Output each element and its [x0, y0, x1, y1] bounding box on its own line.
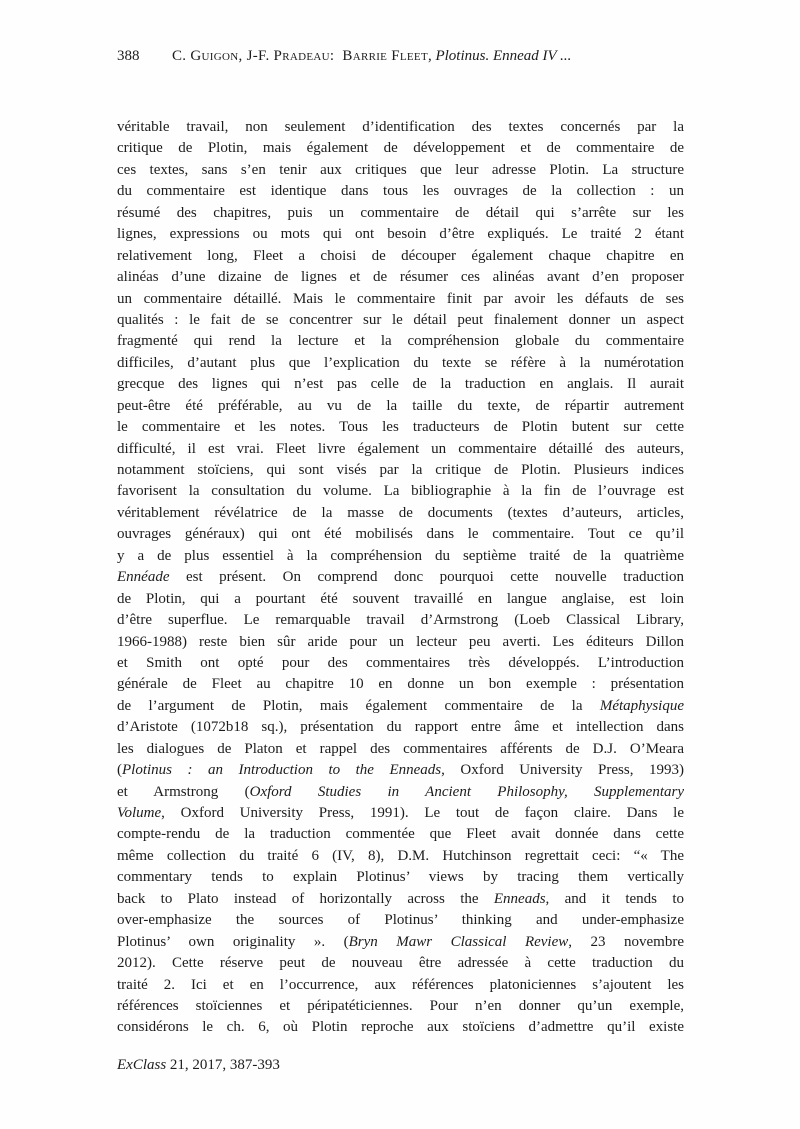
text-line: [117, 181, 684, 202]
text-line: [117, 996, 684, 1017]
text-run: lignes, expressions ou mots qui ont besoin d’être expliqués. Le traité 2 étant: [117, 226, 684, 243]
text-run: ExClass: [117, 1057, 167, 1073]
text-line: [117, 824, 684, 845]
text-run: est présent. On comprend donc pourquoi cette nouvelle traduction: [169, 569, 684, 586]
text-run: ouvrages généraux) qui ont été mobilisés dans le commentaire. Tout ce qu’il: [117, 526, 684, 543]
text-run: grecque des lignes qui n’est pas celle de la traduction en anglais. Il aurait: [117, 376, 684, 393]
text-line: [117, 481, 684, 502]
text-run: relativement long, Fleet a choisi de découper également chaque chapitre en: [117, 247, 684, 264]
text-run: de Plotin, qui a pourtant été souvent travaillé en langue anglaise, est loin: [117, 590, 684, 607]
text-run: véritable travail, non seulement d’identification des textes concernés par la: [117, 119, 684, 135]
text-run: , 23 novembre: [568, 933, 684, 950]
text-run: y a de plus essentiel à la compréhension du septième traité de la quatrième: [117, 547, 684, 564]
text-line: [117, 374, 684, 395]
text-run: Plotinus : an Introduction to the Enneads: [122, 762, 442, 779]
text-run: d’Aristote (1072b18 sq.), présentation du rapport entre âme et intellection dans: [117, 719, 684, 736]
page-header: [117, 46, 684, 68]
text-line: [117, 267, 684, 288]
text-line: [117, 782, 684, 803]
text-run: traité 2. Ici et en l’occurrence, aux références platoniciennes s’ajoutent les: [117, 976, 684, 993]
text-run: de l’argument de Plotin, mais également commentaire de la: [117, 697, 600, 714]
text-run: over-emphasize the sources of Plotinus’ thinking and under-emphasize: [117, 912, 684, 929]
text-line: [117, 932, 684, 953]
text-run: 2012). Cette réserve peut de nouveau être adressée à cette traduction du: [117, 955, 684, 972]
footer-citation: [117, 1055, 280, 1076]
text-run: ,: [427, 48, 436, 64]
text-run: Métaphysique: [599, 697, 684, 714]
text-run: Plotinus’ own originality ». (: [117, 933, 349, 950]
text-line: [117, 953, 684, 974]
text-line: [117, 589, 684, 610]
text-run: et Smith ont opté pour des commentaires très développés. L’introduction: [117, 654, 684, 671]
text-line: [117, 439, 684, 460]
text-line: [117, 353, 684, 374]
text-line: [117, 846, 684, 867]
text-run: , Oxford University Press, 1993): [441, 762, 684, 779]
text-line: [117, 203, 684, 224]
text-line: [117, 224, 684, 245]
running-title: [172, 46, 571, 66]
text-run: Bryn Mawr Classical Review: [348, 933, 569, 950]
text-line: [117, 696, 684, 717]
text-run: même collection du traité 6 (IV, 8), D.M. Hutchinson regrettait ceci: “« The: [117, 847, 684, 864]
text-line: [117, 632, 684, 653]
text-line: [117, 310, 684, 331]
text-line: [117, 803, 684, 824]
text-line: [117, 567, 684, 588]
text-run: références stoïciennes et péripatéticiennes. Pour n’en donner qu’un exemple,: [117, 997, 684, 1014]
text-run: qualités : le fait de se concentrer sur le détail peut finalement donner un aspect: [117, 311, 684, 328]
text-line: [117, 739, 684, 760]
text-run: favorisent la consultation du volume. La bibliographie à la fin de l’ouvrage est: [117, 483, 684, 500]
text-line: [117, 867, 684, 888]
text-run: , Oxford University Press, 1991). Le tout de façon claire. Dans le: [161, 805, 684, 821]
text-run: C. Guigon, J-F. Pradeau: Barrie Fleet: [172, 48, 428, 64]
text-run: les dialogues de Platon et rappel des commentaires afférents de D.J. O’Meara: [117, 740, 684, 757]
text-line: [117, 1017, 684, 1038]
text-run: Enneads: [493, 890, 546, 907]
text-line: [117, 138, 684, 159]
text-line: [117, 460, 684, 481]
text-run: un commentaire détaillé. Mais le commentaire finit par avoir les défauts de ses: [117, 290, 684, 307]
text-run: peut-être été préférable, au vu de la taille du texte, de répartir autrement: [117, 397, 684, 414]
review-body-text: [117, 117, 684, 1039]
text-line: [117, 289, 684, 310]
text-line: [117, 760, 684, 781]
text-line: [117, 246, 684, 267]
text-run: et Armstrong (: [117, 783, 250, 800]
text-run: Ennéade: [117, 569, 170, 586]
text-run: back to Plato instead of horizontally across the: [117, 890, 494, 907]
text-run: résumé des chapitres, puis un commentaire de détail qui s’arrête sur les: [117, 204, 684, 221]
text-run: ces textes, sans s’en tenir aux critiques que leur adresse Plotin. La structure: [117, 161, 684, 178]
text-line: [117, 653, 684, 674]
text-line: [117, 524, 684, 545]
text-line: [117, 546, 684, 567]
text-run: critique de Plotin, mais également de développement et de commentaire de: [117, 140, 684, 157]
text-run: commentary tends to explain Plotinus’ views by tracing them vertically: [117, 869, 684, 886]
text-line: [117, 396, 684, 417]
text-line: [117, 160, 684, 181]
text-run: compte-rendu de la traduction commentée que Fleet avait donnée dans cette: [117, 826, 684, 843]
text-run: le commentaire et les notes. Tous les traducteurs de Plotin butent sur cette: [117, 419, 684, 436]
text-run: , and it tends to: [545, 890, 684, 907]
text-run: notamment stoïciens, qui sont visés par la critique de Plotin. Plusieurs indices: [117, 462, 684, 478]
text-line: [117, 910, 684, 931]
text-line: [117, 610, 684, 631]
text-run: considérons le ch. 6, où Plotin reproche aux stoïciens d’admettre qu’il existe: [117, 1019, 684, 1036]
text-run: 1966-1988) reste bien sûr aride pour un lecteur peu averti. Les éditeurs Dillon: [117, 633, 684, 650]
text-run: Oxford Studies in Ancient Philosophy, Supplementary: [249, 783, 684, 800]
page-number: 388: [117, 48, 140, 64]
text-run: fragmenté qui rend la lecture et la compréhension globale du commentaire: [117, 333, 684, 350]
text-run: Volume: [117, 805, 162, 821]
text-line: [117, 717, 684, 738]
text-run: véritablement révélatrice de la masse de documents (textes d’auteurs, articles,: [117, 504, 684, 521]
text-line: [117, 503, 684, 524]
text-line: [117, 889, 684, 910]
text-run: générale de Fleet au chapitre 10 en donne un bon exemple : présentation: [117, 676, 684, 693]
text-run: difficulté, il est vrai. Fleet livre également un commentaire détaillé des auteurs,: [117, 440, 684, 457]
text-run: 21, 2017, 387-393: [166, 1057, 280, 1073]
text-line: [117, 417, 684, 438]
text-run: (: [117, 762, 122, 779]
text-line: [117, 975, 684, 996]
text-run: d’être superflue. Le remarquable travail d’Armstrong (Loeb Classical Library,: [117, 612, 684, 629]
text-run: difficiles, d’autant plus que l’explication du texte se réfère à la numérotation: [117, 354, 684, 371]
text-run: alinéas d’une dizaine de lignes et de résumer ces alinéas avant d’en proposer: [117, 269, 684, 286]
text-line: [117, 674, 684, 695]
text-line: [117, 117, 684, 138]
text-run: Plotinus. Ennead IV ...: [435, 48, 572, 64]
text-run: du commentaire est identique dans tous les ouvrages de la collection : un: [117, 183, 684, 200]
text-line: [117, 331, 684, 352]
